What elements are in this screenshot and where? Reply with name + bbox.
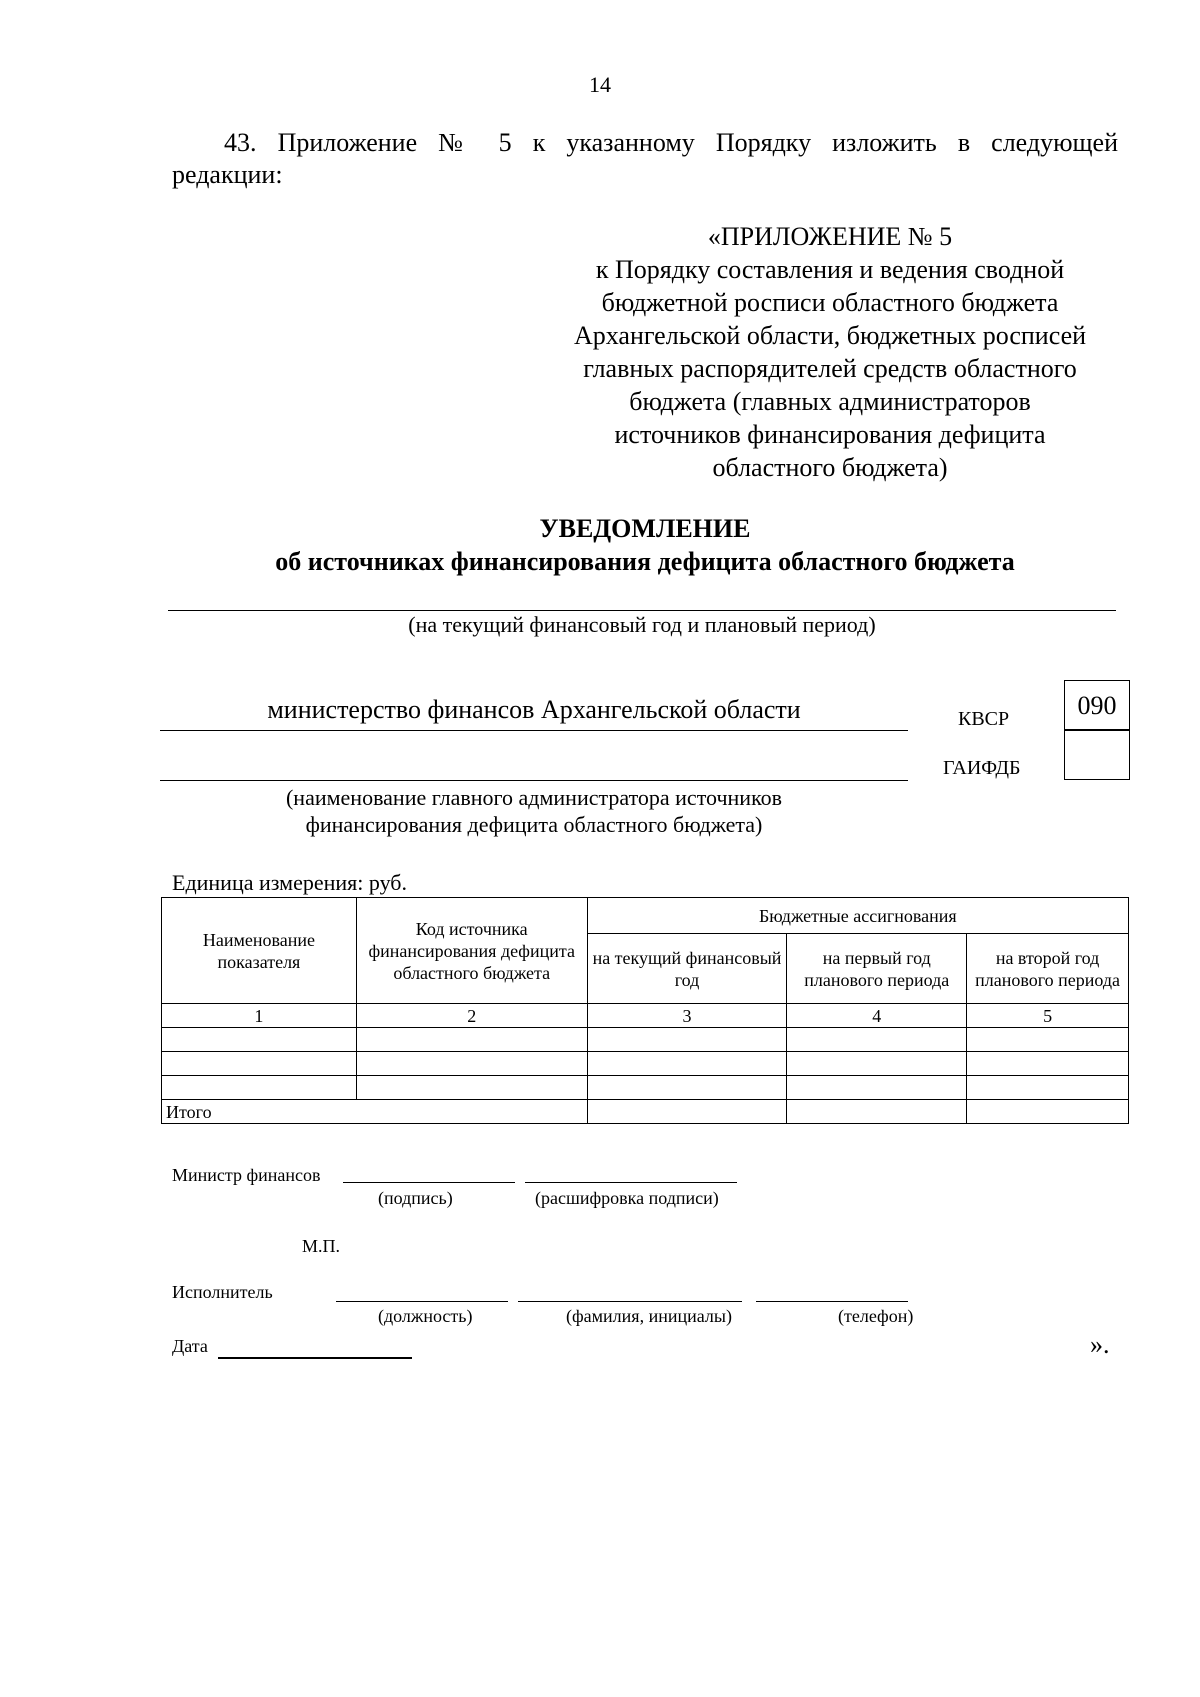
col-number: 1 (162, 1004, 357, 1028)
appendix-line: областного бюджета) (712, 453, 948, 482)
admin-name-line (160, 730, 908, 731)
admin-second-line (160, 780, 908, 781)
col2-header: Код источника финансирования дефицита областного бюджета (356, 898, 587, 1004)
period-caption: (на текущий финансовый год и плановый период) (408, 612, 876, 637)
kvsr-value-box: 090 (1064, 680, 1130, 731)
appendix-line: Архангельской области, бюджетных росписей (573, 321, 1087, 350)
phone-caption: (телефон) (838, 1306, 914, 1326)
title-sub: об источниках финансирования дефицита областного бюджета (275, 547, 1015, 576)
decryption-line (525, 1182, 737, 1183)
col1-header: Наименование показателя (162, 898, 357, 1004)
date-line (218, 1357, 412, 1359)
col4-header: на первый год планового периода (787, 934, 967, 1004)
col3-header: на текущий финансовый год (587, 934, 787, 1004)
admin-caption-line: финансирования дефицита областного бюджета) (305, 812, 763, 837)
appendix-line: главных распорядителей средств областного (583, 354, 1077, 383)
admin-caption (160, 784, 908, 838)
stamp-label: М.П. (302, 1236, 341, 1256)
paragraph-43-line2: редакции: (172, 160, 283, 189)
unit-label: Единица измерения: руб. (172, 870, 407, 895)
title-main: УВЕДОМЛЕНИЕ (539, 514, 751, 543)
decryption-caption: (расшифровка подписи) (535, 1188, 719, 1208)
col-number: 5 (967, 1004, 1129, 1028)
col-number: 3 (587, 1004, 787, 1028)
total-label: Итого (162, 1100, 588, 1124)
appendix-line: к Порядку составления и ведения сводной (595, 255, 1065, 284)
name-line (518, 1301, 742, 1302)
appendix-line: бюджета (главных администраторов (629, 387, 1031, 416)
col-number: 2 (356, 1004, 587, 1028)
table-row (162, 1076, 1129, 1100)
gaifdb-value-box (1064, 729, 1130, 780)
assignments-table (161, 897, 1129, 1124)
executor-label: Исполнитель (172, 1282, 273, 1302)
gaifdb-label: ГАИФДБ (943, 757, 1021, 779)
position-caption: (должность) (378, 1306, 473, 1326)
position-line (336, 1301, 508, 1302)
col5-header: на второй год планового периода (967, 934, 1129, 1004)
page-number: 14 (589, 72, 611, 97)
signature-caption: (подпись) (378, 1188, 453, 1208)
appendix-header (530, 220, 1130, 484)
kvsr-label: КВСР (958, 708, 1010, 730)
admin-caption-line: (наименование главного администратора источников (285, 785, 783, 810)
table-row (162, 1028, 1129, 1052)
group-header: Бюджетные ассигнования (587, 898, 1128, 934)
appendix-line: бюджетной росписи областного бюджета (601, 288, 1059, 317)
document-title (0, 512, 1200, 578)
table-row (162, 1052, 1129, 1076)
paragraph-43-line1: 43. Приложение № 5 к указанному Порядку изложить в следующей (224, 128, 1118, 157)
admin-name: министерство финансов Архангельской области (267, 695, 801, 724)
closing-quote: ». (1090, 1330, 1110, 1359)
date-label: Дата (172, 1336, 208, 1356)
total-row (162, 1100, 1129, 1124)
minister-label: Министр финансов (172, 1165, 321, 1185)
period-line (168, 610, 1116, 611)
appendix-line: «ПРИЛОЖЕНИЕ № 5 (707, 222, 953, 251)
col-number: 4 (787, 1004, 967, 1028)
appendix-line: источников финансирования дефицита (614, 420, 1046, 449)
phone-line (756, 1301, 908, 1302)
name-caption: (фамилия, инициалы) (566, 1306, 732, 1326)
signature-line (343, 1182, 515, 1183)
